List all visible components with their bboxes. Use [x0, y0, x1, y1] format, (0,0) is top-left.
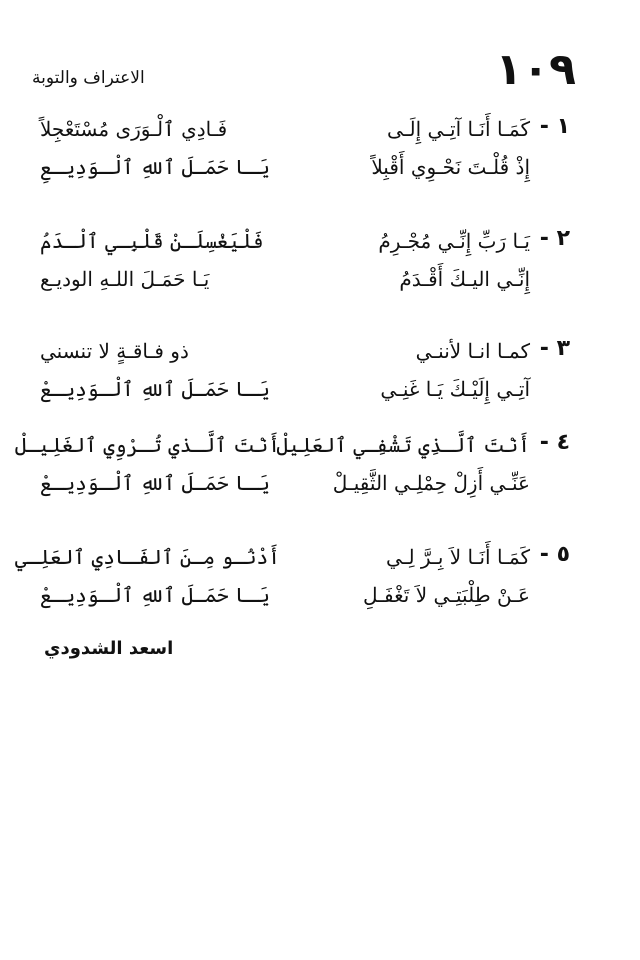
- stanza-5: [14, 540, 570, 620]
- verse-line-2-second-hemistich: يَـا حَمَـلَ ٱللهِ ٱلْـوَدِيـعْ: [40, 471, 271, 495]
- verse-line-2-first-hemistich: إِذْ قُلْـتَ نَحْـوِي أَقْبِلاً: [371, 155, 530, 179]
- verse-line-1-first-hemistich: كمـا انـا لأننـي: [415, 339, 530, 363]
- stanza-4: [14, 428, 570, 508]
- stanza-number: ٢ -: [539, 226, 570, 251]
- verse-line-2-second-hemistich: يَـا حَمَـلَ اللـهِ الوديـع: [40, 267, 210, 291]
- verse-line-1-second-hemistich: أَدْنُـو مِـنَ ٱلفَـادِي ٱلعَلِـي: [14, 545, 280, 569]
- author-name: اسعد الشدودي: [44, 638, 174, 659]
- verse-line-1-first-hemistich: كَمَـا أَنَـا لاَ بِـرَّ لِـي: [385, 545, 530, 569]
- verse-line-1-second-hemistich: أَنْتَ ٱلَّـذي تُـرْوِي ٱلغَلِيـلْ: [14, 433, 280, 457]
- verse-line-1-second-hemistich: ذو فـاقـةٍ لا تنسني: [40, 339, 189, 363]
- verse-line-1-first-hemistich: كَمَـا أَنَـا آتِـي إِلَـى: [386, 117, 530, 141]
- section-title: الاعتراف والتوبة: [32, 68, 145, 88]
- verse-line-1-second-hemistich: فَـادِي ٱلْـوَرَى مُسْتَعْجِلاً: [40, 117, 228, 141]
- verse-line-2-second-hemistich: يَـا حَمَـلَ ٱللهِ ٱلْـوَدِيـعْ: [40, 583, 271, 607]
- stanza-1: [40, 112, 570, 192]
- stanza-number: ١ -: [539, 114, 570, 139]
- stanza-3: [40, 334, 570, 414]
- verse-line-2-first-hemistich: عَنِّـي أَزِلْ حِمْلِـي الثَّقِيـلْ: [332, 471, 530, 495]
- verse-line-2-second-hemistich: يَـا حَمَـلَ ٱللهِ ٱلْـوَدِيـعْ: [40, 377, 271, 401]
- verse-line-1-second-hemistich: فَلْيَغْسِلَـنْ قَلْبِـي ٱلْـدَمُ: [40, 229, 264, 253]
- verse-line-2-first-hemistich: آتِـي إِلَيْـكَ يَـا غَنِـي: [380, 377, 530, 401]
- stanza-number: ٥ -: [539, 542, 570, 567]
- stanza-2: [40, 224, 570, 304]
- verse-line-2-first-hemistich: إِنِّـي اليـكَ أَقْـدَمُ: [399, 267, 530, 291]
- verse-line-2-second-hemistich: يَـا حَمَـلَ ٱللهِ ٱلْـوَدِيـعِ: [40, 155, 271, 179]
- verse-line-2-first-hemistich: عَـنْ طِلْبَتِـي لاَ تَغْفَـلِ: [363, 583, 530, 607]
- page-number: ١٠٩: [495, 44, 576, 95]
- stanza-number: ٤ -: [539, 430, 570, 455]
- verse-line-1-first-hemistich: يَـا رَبِّ إِنِّـي مُجْـرِمُ: [378, 229, 530, 253]
- verse-line-1-first-hemistich: أَنْتَ ٱلَّـذِي تَشْفِـي ٱلعَلِيلْ: [276, 433, 530, 457]
- stanza-number: ٣ -: [539, 336, 570, 361]
